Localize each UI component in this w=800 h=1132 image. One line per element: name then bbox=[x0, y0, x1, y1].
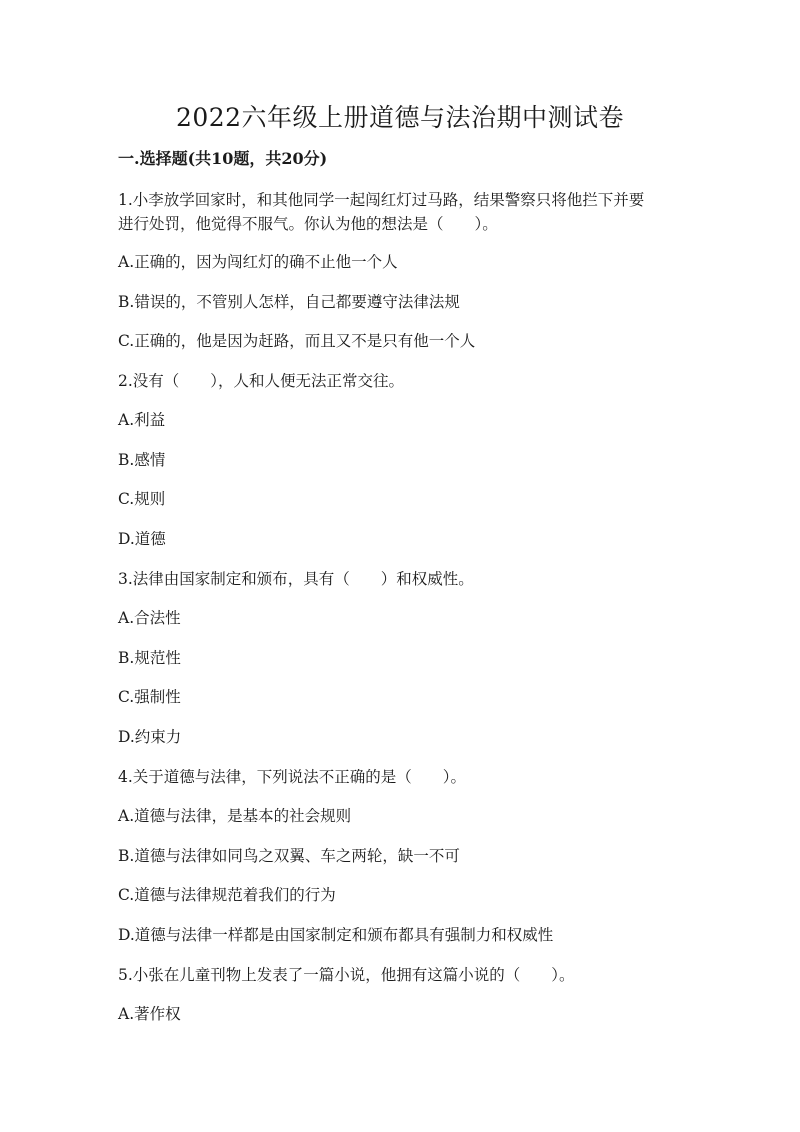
question-5-option-a: A.著作权 bbox=[118, 1005, 181, 1023]
question-3-option-b: B.规范性 bbox=[118, 649, 181, 667]
question-4-option-a: A.道德与法律，是基本的社会规则 bbox=[118, 807, 352, 825]
question-3-option-c: C.强制性 bbox=[118, 688, 181, 706]
section-heading: 一.选择题(共10题，共20分) bbox=[118, 149, 328, 168]
question-1-stem-line-2: 进行处罚，他觉得不服气。你认为他的想法是（ ）。 bbox=[118, 215, 498, 233]
question-3-option-d: D.约束力 bbox=[118, 728, 182, 746]
question-2-option-b: B.感情 bbox=[118, 451, 166, 469]
page-title: 2022六年级上册道德与法治期中测试卷 bbox=[175, 103, 625, 132]
question-1-option-b: B.错误的，不管别人怎样，自己都要遵守法律法规 bbox=[118, 293, 460, 311]
question-4-option-b: B.道德与法律如同鸟之双翼、车之两轮，缺一不可 bbox=[118, 847, 460, 865]
question-2-option-d: D.道德 bbox=[118, 530, 166, 548]
question-4-stem: 4.关于道德与法律，下列说法不正确的是（ ）。 bbox=[118, 768, 467, 786]
question-2-option-c: C.规则 bbox=[118, 490, 166, 508]
question-3-option-a: A.合法性 bbox=[118, 609, 181, 627]
question-5-stem: 5.小张在儿童刊物上发表了一篇小说，他拥有这篇小说的（ ）。 bbox=[118, 966, 575, 984]
question-3-stem: 3.法律由国家制定和颁布，具有（ ）和权威性。 bbox=[118, 570, 474, 588]
question-1-option-a: A.正确的，因为闯红灯的确不止他一个人 bbox=[118, 253, 398, 271]
question-1-option-c: C.正确的，他是因为赶路，而且又不是只有他一个人 bbox=[118, 332, 476, 350]
question-2-option-a: A.利益 bbox=[118, 411, 166, 429]
question-1-stem-line-1: 1.小李放学回家时，和其他同学一起闯红灯过马路，结果警察只将他拦下并要 bbox=[118, 191, 645, 209]
question-4-option-c: C.道德与法律规范着我们的行为 bbox=[118, 886, 336, 904]
question-4-option-d: D.道德与法律一样都是由国家制定和颁布都具有强制力和权威性 bbox=[118, 926, 554, 944]
question-2-stem: 2.没有（ ），人和人便无法正常交往。 bbox=[118, 372, 405, 390]
